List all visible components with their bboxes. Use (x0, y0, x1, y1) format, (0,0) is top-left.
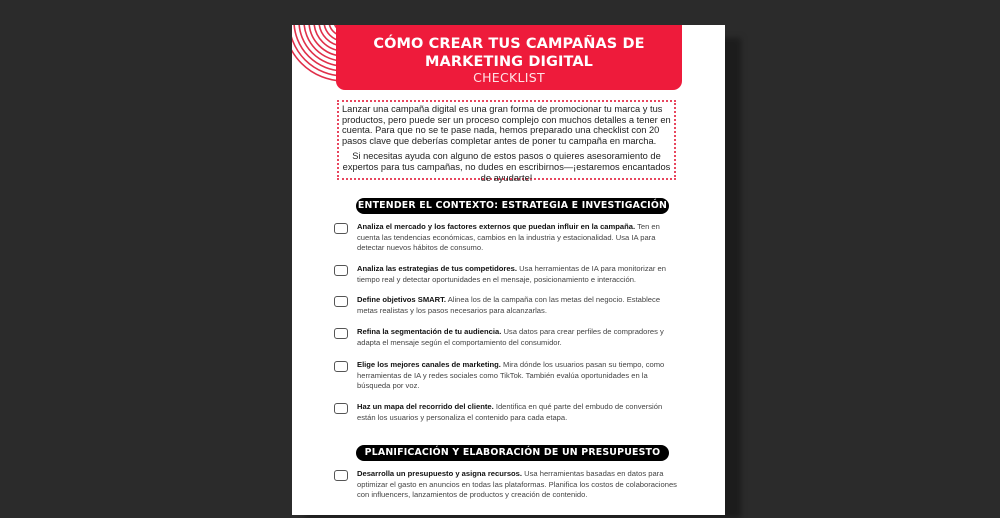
section-header-strategy: ENTENDER EL CONTEXTO: ESTRATEGIA E INVESTIGACIÓN (356, 198, 669, 214)
checkbox[interactable] (334, 470, 348, 481)
section-header-budget: PLANIFICACIÓN Y ELABORACIÓN DE UN PRESUPUESTO (356, 445, 669, 461)
item-description: Alinea los de la campaña con las metas del negocio. Establece metas realistas y los pasos necesarios para alcanzarlas. (357, 295, 661, 315)
title-line-2: MARKETING DIGITAL (425, 54, 593, 70)
item-title: Elige los mejores canales de marketing. (357, 360, 501, 369)
item-title: Refina la segmentación de tu audiencia. (357, 327, 502, 336)
item-description: Usa datos para crear perfiles de compradores y adapta el mensaje según el comportamiento del consumidor. (357, 327, 664, 347)
checkbox[interactable] (334, 328, 348, 339)
item-title: Desarrolla un presupuesto y asigna recursos. (357, 469, 523, 478)
page-subtitle: CHECKLIST (473, 70, 545, 85)
intro-box (337, 100, 676, 183)
title-line-1: CÓMO CREAR TUS CAMPAÑAS DE (373, 36, 645, 52)
checklist-page (292, 25, 725, 515)
checkbox[interactable] (334, 296, 348, 307)
item-title: Define objetivos SMART. (357, 295, 447, 304)
item-description: Identifica en qué parte del embudo de conversión están los usuarios y personaliza el contenido para cada etapa. (357, 402, 663, 422)
item-description: Mira dónde los usuarios pasan su tiempo, como herramientas de IA y redes sociales como TikTok. También evalúa oportunidades en la búsqueda por voz. (357, 360, 665, 391)
page-title (336, 25, 682, 71)
intro-paragraph-2: Si necesitas ayuda con alguno de estos pasos o quieres asesoramiento de expertos para tus campañas, no dudes en escribirnos—¡estaremos encantados de ayudarte! (342, 151, 671, 183)
item-description: Usa herramientas basadas en datos para optimizar el gasto en anuncios en todas las plataformas. Planifica los costos de colaboraciones con influencers, lanzamientos de productos y creación de contenido. (357, 469, 677, 500)
title-banner (336, 25, 682, 90)
item-title: Haz un mapa del recorrido del cliente. (357, 402, 494, 411)
checkbox[interactable] (334, 265, 348, 276)
item-description: Ten en cuenta las tendencias económicas, cambios en la industria y estacionalidad. Usa IA para detectar nuevos hábitos de consumo. (357, 222, 660, 253)
item-title: Analiza el mercado y los factores externos que puedan influir en la campaña. (357, 222, 636, 231)
intro-paragraph-1: Lanzar una campaña digital es una gran forma de promocionar tu marca y tus productos, pero puede ser un proceso complejo con muchos detalles a tener en cuenta. Para que no se te pase nada, hemos preparado una checklist con 20 pasos clave que deberías completar antes de poner tu campaña en marcha. (342, 104, 671, 146)
checkbox[interactable] (334, 223, 348, 234)
item-title: Analiza las estrategias de tus competidores. (357, 264, 517, 273)
checkbox[interactable] (334, 403, 348, 414)
checkbox[interactable] (334, 361, 348, 372)
decorative-arcs-icon (292, 25, 342, 87)
item-description: Usa herramientas de IA para monitorizar en tiempo real y detectar oportunidades en el mensaje, posicionamiento e interacción. (357, 264, 666, 284)
